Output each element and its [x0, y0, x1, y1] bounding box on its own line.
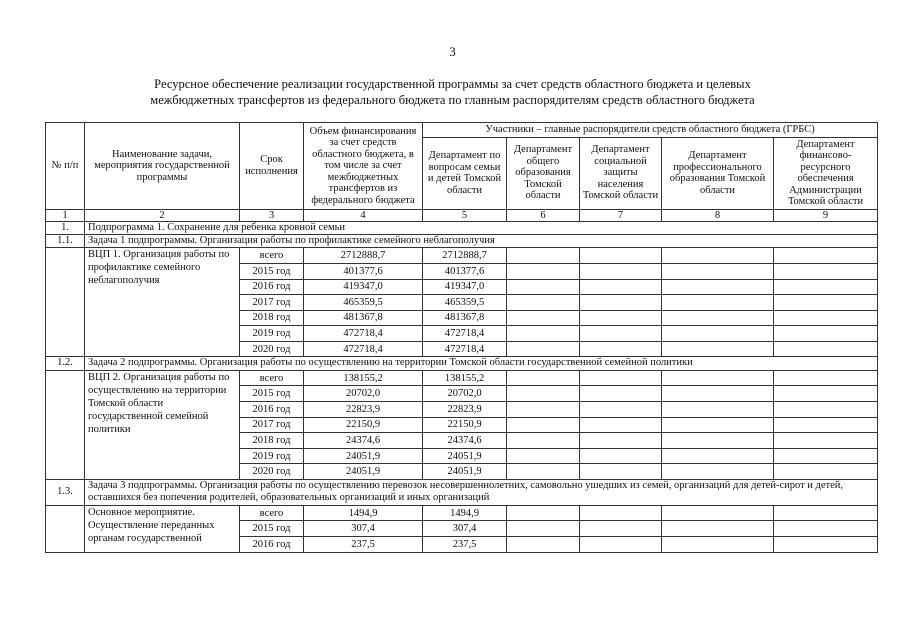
empty-cell [774, 386, 878, 402]
empty-cell [774, 505, 878, 521]
empty-cell [774, 263, 878, 279]
dep-family-cell: 307,4 [423, 521, 507, 537]
empty-cell [662, 505, 774, 521]
document-title [40, 76, 865, 108]
empty-cell [662, 448, 774, 464]
page-number: 3 [449, 44, 456, 59]
empty-cell [507, 433, 580, 449]
subprogram-title: Подпрограмма 1. Сохранение для ребенка кровной семьи [85, 221, 878, 234]
empty-cell [580, 326, 662, 342]
empty-cell [46, 248, 85, 357]
empty-cell [580, 417, 662, 433]
empty-cell [507, 521, 580, 537]
total-cell: 24374,6 [304, 433, 423, 449]
empty-cell [662, 433, 774, 449]
empty-cell [580, 402, 662, 418]
dep-family-cell: 22150,9 [423, 417, 507, 433]
empty-cell [580, 310, 662, 326]
term-cell: 2020 год [240, 464, 304, 480]
empty-cell [507, 402, 580, 418]
term-cell: 2019 год [240, 448, 304, 464]
empty-cell [507, 310, 580, 326]
dep-family-cell: 481367,8 [423, 310, 507, 326]
term-cell: 2017 год [240, 295, 304, 311]
header-name: Наименование задачи, мероприятия государственной программы [85, 123, 240, 210]
task-row [46, 234, 878, 247]
empty-cell [774, 448, 878, 464]
empty-cell [580, 505, 662, 521]
empty-cell [580, 263, 662, 279]
total-cell: 465359,5 [304, 295, 423, 311]
total-cell: 22150,9 [304, 417, 423, 433]
term-cell: 2015 год [240, 386, 304, 402]
empty-cell [507, 341, 580, 357]
empty-cell [580, 386, 662, 402]
header-term: Срок исполнения [240, 123, 304, 210]
task-number: 1.2. [46, 357, 85, 370]
term-cell: 2015 год [240, 263, 304, 279]
empty-cell [774, 310, 878, 326]
dep-family-cell: 1494,9 [423, 505, 507, 521]
total-cell: 1494,9 [304, 505, 423, 521]
empty-cell [662, 464, 774, 480]
col-number: 7 [580, 209, 662, 221]
activity-name: ВЦП 1. Организация работы по профилактике семейного неблагополучия [85, 248, 240, 357]
col-number: 5 [423, 209, 507, 221]
subprogram-number: 1. [46, 221, 85, 234]
title-line-2: межбюджетных трансфертов из федерального бюджета по главным распорядителям средств областного бюджета [150, 93, 755, 107]
empty-cell [662, 310, 774, 326]
dep-family-cell: 237,5 [423, 537, 507, 553]
empty-cell [507, 295, 580, 311]
table-row [46, 505, 878, 521]
empty-cell [774, 370, 878, 386]
task-title: Задача 2 подпрограммы. Организация работы по осуществлению на территории Томской области государственной семейной политики [85, 357, 878, 370]
col-number: 1 [46, 209, 85, 221]
empty-cell [774, 417, 878, 433]
total-cell: 2712888,7 [304, 248, 423, 264]
empty-cell [46, 370, 85, 479]
empty-cell [507, 263, 580, 279]
empty-cell [580, 537, 662, 553]
total-cell: 237,5 [304, 537, 423, 553]
resource-table [45, 122, 878, 553]
empty-cell [774, 464, 878, 480]
empty-cell [662, 417, 774, 433]
term-cell: 2020 год [240, 341, 304, 357]
empty-cell [507, 386, 580, 402]
col-number: 4 [304, 209, 423, 221]
total-cell: 307,4 [304, 521, 423, 537]
empty-cell [662, 341, 774, 357]
col-number: 8 [662, 209, 774, 221]
header-dep-finance: Департамент финансово-ресурсного обеспечения Администрации Томской области [774, 137, 878, 209]
empty-cell [580, 433, 662, 449]
header-dep-general-education: Департамент общего образования Томской области [507, 137, 580, 209]
total-cell: 22823,9 [304, 402, 423, 418]
term-cell: всего [240, 370, 304, 386]
dep-family-cell: 24051,9 [423, 464, 507, 480]
term-cell: 2016 год [240, 279, 304, 295]
empty-cell [507, 279, 580, 295]
table-row [46, 248, 878, 264]
activity-name: ВЦП 2. Организация работы по осуществлению на территории Томской области государственной семейной политики [85, 370, 240, 479]
col-number: 3 [240, 209, 304, 221]
empty-cell [580, 341, 662, 357]
col-number: 2 [85, 209, 240, 221]
empty-cell [662, 279, 774, 295]
col-number: 9 [774, 209, 878, 221]
total-cell: 472718,4 [304, 326, 423, 342]
empty-cell [774, 248, 878, 264]
empty-cell [774, 537, 878, 553]
task-number: 1.1. [46, 234, 85, 247]
empty-cell [580, 464, 662, 480]
activity-name: Основное мероприятие. Осуществление переданных органам государственной [85, 505, 240, 552]
empty-cell [507, 448, 580, 464]
term-cell: 2017 год [240, 417, 304, 433]
total-cell: 20702,0 [304, 386, 423, 402]
empty-cell [507, 505, 580, 521]
dep-family-cell: 472718,4 [423, 341, 507, 357]
empty-cell [580, 248, 662, 264]
empty-cell [662, 248, 774, 264]
empty-cell [774, 402, 878, 418]
empty-cell [507, 464, 580, 480]
empty-cell [662, 386, 774, 402]
task-row [46, 480, 878, 506]
empty-cell [662, 402, 774, 418]
task-row [46, 357, 878, 370]
empty-cell [774, 279, 878, 295]
header-dep-family: Департамент по вопросам семьи и детей Томской области [423, 137, 507, 209]
empty-cell [774, 326, 878, 342]
dep-family-cell: 24051,9 [423, 448, 507, 464]
dep-family-cell: 24374,6 [423, 433, 507, 449]
term-cell: 2018 год [240, 310, 304, 326]
header-dep-social-protection: Департамент социальной защиты населения Томской области [580, 137, 662, 209]
term-cell: 2019 год [240, 326, 304, 342]
empty-cell [507, 417, 580, 433]
total-cell: 138155,2 [304, 370, 423, 386]
task-title: Задача 1 подпрограммы. Организация работы по профилактике семейного неблагополучия [85, 234, 878, 247]
total-cell: 472718,4 [304, 341, 423, 357]
empty-cell [507, 370, 580, 386]
empty-cell [507, 326, 580, 342]
term-cell: всего [240, 505, 304, 521]
term-cell: 2016 год [240, 402, 304, 418]
empty-cell [662, 537, 774, 553]
total-cell: 401377,6 [304, 263, 423, 279]
empty-cell [662, 326, 774, 342]
header-participants: Участники – главные распорядители средств областного бюджета (ГРБС) [423, 123, 878, 138]
empty-cell [580, 370, 662, 386]
col-number: 6 [507, 209, 580, 221]
empty-cell [580, 295, 662, 311]
term-cell: 2016 год [240, 537, 304, 553]
total-cell: 481367,8 [304, 310, 423, 326]
empty-cell [662, 370, 774, 386]
dep-family-cell: 22823,9 [423, 402, 507, 418]
header-dep-professional-education: Департамент профессионального образования Томской области [662, 137, 774, 209]
empty-cell [774, 433, 878, 449]
dep-family-cell: 465359,5 [423, 295, 507, 311]
empty-cell [580, 279, 662, 295]
empty-cell [774, 341, 878, 357]
empty-cell [662, 295, 774, 311]
dep-family-cell: 138155,2 [423, 370, 507, 386]
dep-family-cell: 2712888,7 [423, 248, 507, 264]
dep-family-cell: 401377,6 [423, 263, 507, 279]
dep-family-cell: 419347,0 [423, 279, 507, 295]
empty-cell [580, 521, 662, 537]
term-cell: всего [240, 248, 304, 264]
empty-cell [774, 295, 878, 311]
table-row [46, 370, 878, 386]
total-cell: 419347,0 [304, 279, 423, 295]
header-volume: Объем финансирования за счет средств областного бюджета, в том числе за счет межбюджетных трансфертов из федерального бюджета [304, 123, 423, 210]
empty-cell [774, 521, 878, 537]
dep-family-cell: 20702,0 [423, 386, 507, 402]
task-number: 1.3. [46, 480, 85, 506]
empty-cell [507, 248, 580, 264]
title-line-1: Ресурсное обеспечение реализации государственной программы за счет средств областного бюджета и целевых [154, 77, 751, 91]
empty-cell [46, 505, 85, 552]
header-num: № п/п [46, 123, 85, 210]
empty-cell [507, 537, 580, 553]
total-cell: 24051,9 [304, 464, 423, 480]
total-cell: 24051,9 [304, 448, 423, 464]
empty-cell [580, 448, 662, 464]
task-title: Задача 3 подпрограммы. Организация работы по осуществлению перевозок несовершеннолетних, самовольно ушедших из семей, организаций для детей-сирот и детей, оставшихся без попечения родителей, образовательных организаций и иных организаций [85, 480, 878, 506]
empty-cell [662, 263, 774, 279]
empty-cell [662, 521, 774, 537]
term-cell: 2015 год [240, 521, 304, 537]
term-cell: 2018 год [240, 433, 304, 449]
dep-family-cell: 472718,4 [423, 326, 507, 342]
